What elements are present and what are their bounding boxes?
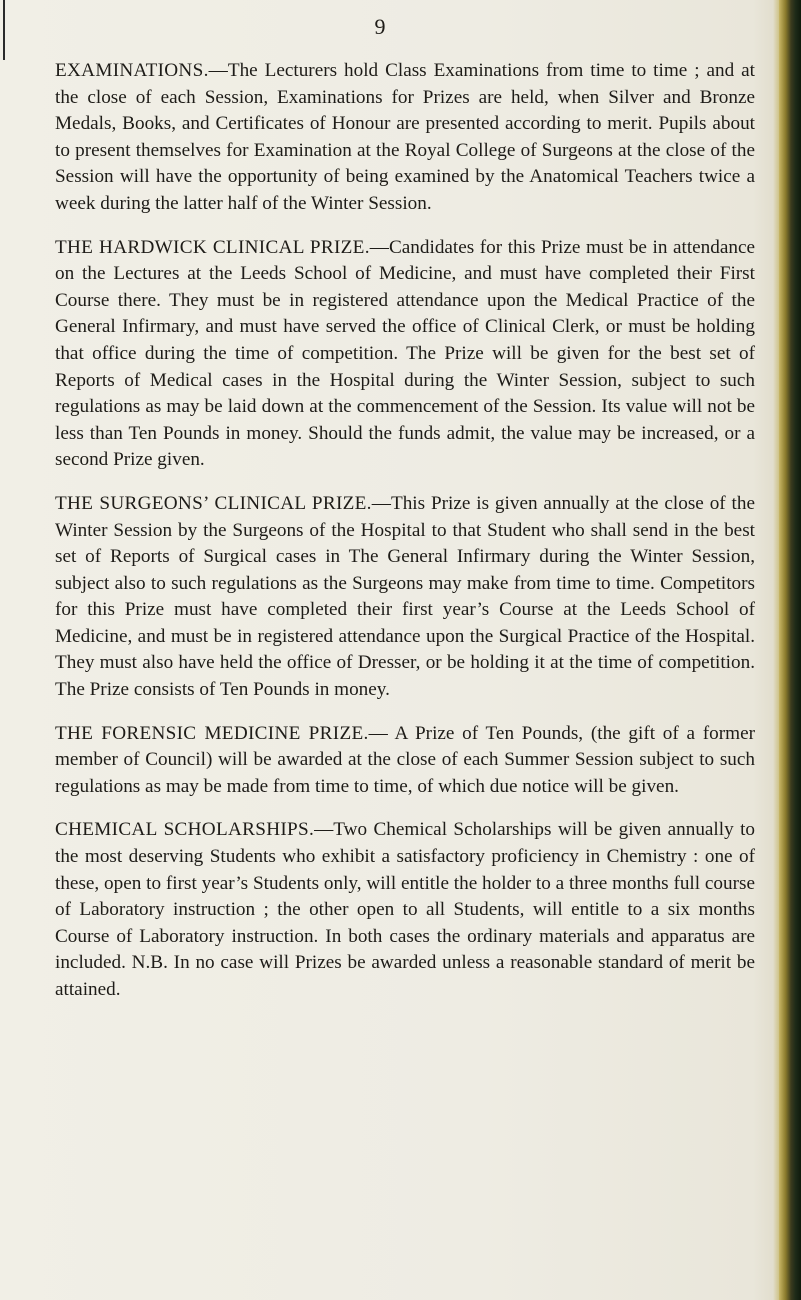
paragraph-examinations bbox=[55, 58, 755, 218]
text-forensic-prize: — A Prize of Ten Pounds, (the gift of a former member of Council) will be awarded at the close of each Summer Session subject to such regulations as may be made from time to time, of which due notice will be given. bbox=[55, 722, 755, 797]
text-hardwick-prize: —Candidates for this Prize must be in attendance on the Lectures at the Leeds School of Medicine, and must have completed their First Course there. They must be in registered attendance upon the Medical Practice of the General Infirmary, and must have served the office of Clinical Clerk, or must be holding that office during the time of competition. The Prize will be given for the best set of Reports of Medical cases in the Hospital during the Winter Session, subject to such regulations as may be laid down at the commencement of the Session. Its value will not be less than Ten Pounds in money. Should the funds admit, the value may be increased, or a second Prize given. bbox=[55, 236, 755, 471]
text-examinations: —The Lecturers hold Class Examinations from time to time ; and at the close of each Session, Examinations for Prizes are held, when Silver and Bronze Medals, Books, and Certificates of Honour are presented according to merit. Pupils about to present themselves for Examination at the Royal College of Surgeons at the close of the Session will have the opportunity of being examined by the Anatomical Teachers twice a week during the latter half of the Winter Session. bbox=[55, 60, 755, 214]
heading-surgeons-prize: THE SURGEONS’ CLINICAL PRIZE. bbox=[55, 492, 372, 514]
book-binding-edge bbox=[779, 0, 801, 1300]
page-number: 9 bbox=[374, 14, 386, 39]
paragraph-chemical-scholarships bbox=[55, 817, 755, 1003]
text-chemical-scholarships: —Two Chemical Scholarships will be given annually to the most deserving Students who exhibit a satisfactory proficiency in Chemistry : one of these, open to first year’s Students only, will entitle the holder to a three months full course of Laboratory instruction ; the other open to all Students, will entitle to a six months Course of Laboratory instruction. In both cases the ordinary materials and apparatus are included. N.B. In no case will Prizes be awarded unless a reasonable standard of merit be attained. bbox=[55, 819, 755, 1000]
heading-hardwick-prize: THE HARDWICK CLINICAL PRIZE. bbox=[55, 236, 370, 258]
heading-chemical-scholarships: CHEMICAL SCHOLARSHIPS. bbox=[55, 819, 315, 841]
heading-examinations: EXAMINATIONS. bbox=[55, 60, 209, 81]
heading-forensic-prize: THE FORENSIC MEDICINE PRIZE. bbox=[55, 722, 369, 744]
body-text bbox=[55, 58, 755, 1021]
text-surgeons-prize: —This Prize is given annually at the close of the Winter Session by the Surgeons of the Hospital to that Student who shall send in the best set of Reports of Surgical cases in The General Infirmary during the Winter Session, subject also to such regulations as the Surgeons may make from time to time. Competitors for this Prize must have completed their first year’s Course at the Leeds School of Medicine, and must be in registered attendance upon the Surgical Practice of the Hospital. They must also have held the office of Dresser, or be holding it at the time of competition. The Prize consists of Ten Pounds in money. bbox=[55, 492, 755, 701]
paragraph-surgeons-prize bbox=[55, 491, 755, 704]
paragraph-hardwick-prize bbox=[55, 235, 755, 474]
paragraph-forensic-prize bbox=[55, 721, 755, 801]
